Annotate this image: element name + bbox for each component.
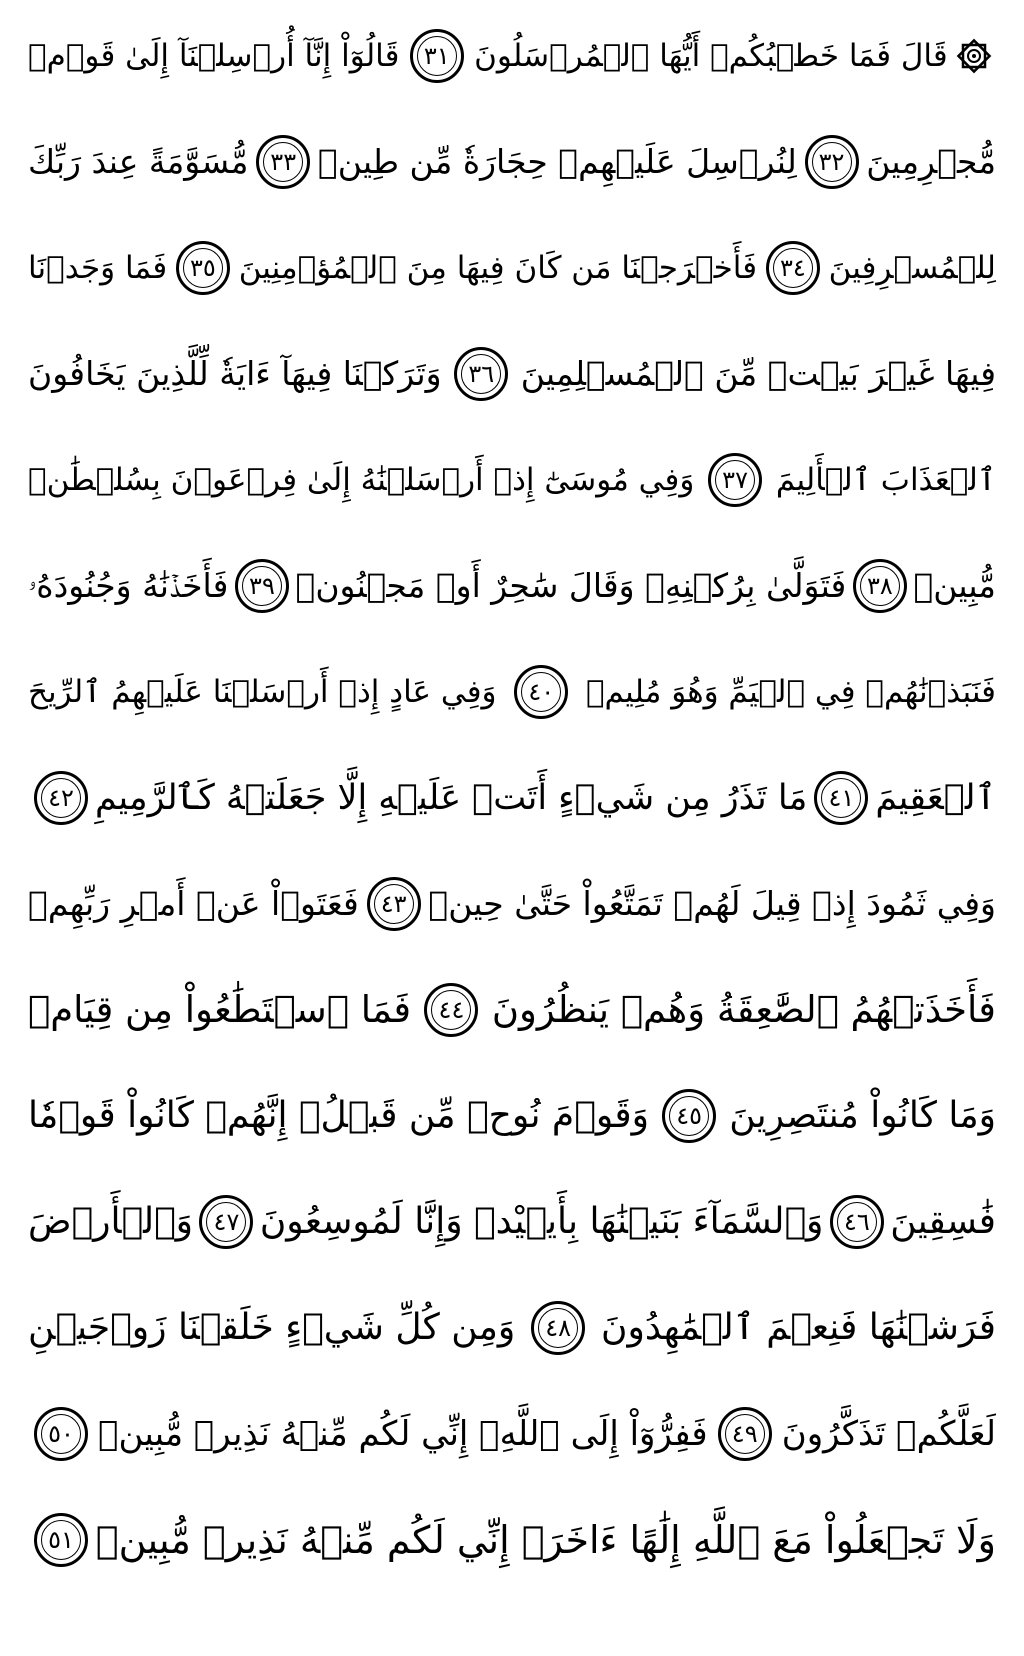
verse-text: وَقَوۡمَ نُوحٖ مِّن قَبۡلُۖ إِنَّهُمۡ كَانُواْ قَوۡمٗا [28, 1095, 650, 1136]
text-line-15 [28, 1492, 996, 1588]
verse-text: فَأَخۡرَجۡنَا مَن كَانَ فِيهَا مِنَ ٱلۡمُؤۡمِنِينَ [238, 250, 758, 286]
verse-text: وَفِي مُوسَىٰٓ إِذۡ أَرۡسَلۡنَٰهُ إِلَىٰ فِرۡعَوۡنَ بِسُلۡطَٰنٖ [28, 462, 695, 498]
ayah-number-marker: ٣٢ [805, 135, 859, 189]
text-line-7 [28, 644, 996, 740]
verse-text: قَالَ فَمَا خَطۡبُكُمۡ أَيُّهَا ٱلۡمُرۡسَلُونَ [474, 38, 948, 74]
ayah-number-marker: ٤٧ [199, 1195, 253, 1249]
verse-text: قَالُوٓاْ إِنَّآ أُرۡسِلۡنَآ إِلَىٰ قَوۡمٖ [28, 38, 400, 74]
ayah-number-marker: ٣٦ [454, 347, 508, 401]
ayah-number-marker: ٤٩ [718, 1407, 772, 1461]
verse-text: فَأَخَذَتۡهُمُ ٱلصَّٰعِقَةُ وَهُمۡ يَنظُرُونَ [491, 988, 996, 1031]
verse-text: فَرَشۡنَٰهَا فَنِعۡمَ ٱلۡمَٰهِدُونَ [601, 1307, 996, 1348]
text-line-13 [28, 1280, 996, 1376]
text-line-12 [28, 1174, 996, 1270]
ayah-number-marker: ٣٥ [176, 241, 230, 295]
verse-text: لِلۡمُسۡرِفِينَ [828, 250, 996, 286]
ayah-number-marker: ٤٦ [830, 1195, 884, 1249]
verse-text: مُّجۡرِمِينَ [866, 142, 996, 181]
text-line-8 [28, 750, 996, 846]
ayah-number-marker: ٤٠ [514, 665, 568, 719]
ayah-number-marker: ٣٤ [766, 241, 820, 295]
ayah-number-marker: ٤٤ [424, 983, 478, 1037]
ayah-number-marker: ٣٧ [708, 453, 762, 507]
verse-text: فَفِرُّوٓاْ إِلَى ٱللَّهِۖ إِنِّي لَكُم مِّنۡهُ نَذِيرٞ مُّبِينٞ [98, 1414, 708, 1454]
verse-text: فَمَا ٱسۡتَطَٰعُواْ مِن قِيَامٖ [28, 988, 412, 1031]
verse-text: لَعَلَّكُمۡ تَذَكَّرُونَ [781, 1414, 996, 1454]
verse-text: فَٰسِقِينَ [890, 1201, 996, 1242]
text-line-5 [28, 432, 996, 528]
verse-text: فَنَبَذۡنَٰهُمۡ فِي ٱلۡيَمِّ وَهُوَ مُلِيمٞ [585, 674, 996, 710]
verse-text: مَا تَذَرُ مِن شَيۡءٍ أَتَتۡ عَلَيۡهِ إِلَّا جَعَلَتۡهُ كَٱلرَّمِيمِ [95, 778, 808, 818]
ayah-number-marker: ٤٢ [34, 771, 88, 825]
verse-text: وَتَرَكۡنَا فِيهَآ ءَايَةٗ لِّلَّذِينَ يَخَافُونَ [28, 354, 442, 393]
verse-text: وَمِن كُلِّ شَيۡءٍ خَلَقۡنَا زَوۡجَيۡنِ [28, 1307, 516, 1348]
verse-text: وَفِي ثَمُودَ إِذۡ قِيلَ لَهُمۡ تَمَتَّعُواْ حَتَّىٰ حِينٖ [428, 884, 996, 923]
ayah-number-marker: ٣٣ [256, 135, 310, 189]
verse-text: مُّسَوَّمَةً عِندَ رَبِّكَ [28, 142, 249, 181]
text-line-10 [28, 962, 996, 1058]
text-line-11 [28, 1068, 996, 1164]
ayah-number-marker: ٤٣ [367, 877, 421, 931]
verse-text: فَتَوَلَّىٰ بِرُكۡنِهِۦ وَقَالَ سَٰحِرٌ أَوۡ مَجۡنُونٞ [295, 566, 847, 605]
text-line-14 [28, 1386, 996, 1482]
ayah-number-marker: ٣٩ [235, 559, 289, 613]
ayah-number-marker: ٤٥ [662, 1089, 716, 1143]
text-line-4 [28, 326, 996, 422]
verse-text: فَعَتَوۡاْ عَنۡ أَمۡرِ رَبِّهِمۡ [28, 884, 359, 923]
verse-text: وَلَا تَجۡعَلُواْ مَعَ ٱللَّهِ إِلَٰهًا ءَاخَرَۖ إِنِّي لَكُم مِّنۡهُ نَذِيرٞ مُّبِينٞ [95, 1518, 996, 1562]
hizb-star-icon [952, 34, 996, 78]
ayah-number-marker: ٥١ [34, 1513, 88, 1567]
ayah-number-marker: ٣٨ [853, 559, 907, 613]
verse-text: ٱلۡعَقِيمَ [875, 778, 996, 818]
text-line-6 [28, 538, 996, 634]
ayah-number-marker: ٤٨ [531, 1301, 585, 1355]
verse-text: فَأَخَذۡنَٰهُ وَجُنُودَهُۥ [28, 566, 229, 605]
ayah-number-marker: ٤١ [814, 771, 868, 825]
verse-text: وَفِي عَادٍ إِذۡ أَرۡسَلۡنَا عَلَيۡهِمُ ٱلرِّيحَ [28, 674, 497, 710]
verse-text: وَٱلۡأَرۡضَ [28, 1201, 194, 1242]
verse-text: فِيهَا غَيۡرَ بَيۡتٖ مِّنَ ٱلۡمُسۡلِمِينَ [520, 354, 996, 393]
verse-text: وَمَا كَانُواْ مُنتَصِرِينَ [729, 1095, 996, 1136]
text-line-9 [28, 856, 996, 952]
verse-text: وَٱلسَّمَآءَ بَنَيۡنَٰهَا بِأَيۡيْدٖ وَإِنَّا لَمُوسِعُونَ [259, 1201, 824, 1242]
verse-text: فَمَا وَجَدۡنَا [28, 250, 168, 286]
verse-text: مُّبِينٖ [913, 566, 996, 605]
verse-text: لِنُرۡسِلَ عَلَيۡهِمۡ حِجَارَةٗ مِّن طِينٖ [317, 142, 797, 181]
text-line-3 [28, 220, 996, 316]
verse-text: ٱلۡعَذَابَ ٱلۡأَلِيمَ [775, 462, 996, 498]
ayah-number-marker: ٣١ [410, 29, 464, 83]
ayah-number-marker: ٥٠ [34, 1407, 88, 1461]
text-line-1 [28, 8, 996, 104]
text-line-2 [28, 114, 996, 210]
